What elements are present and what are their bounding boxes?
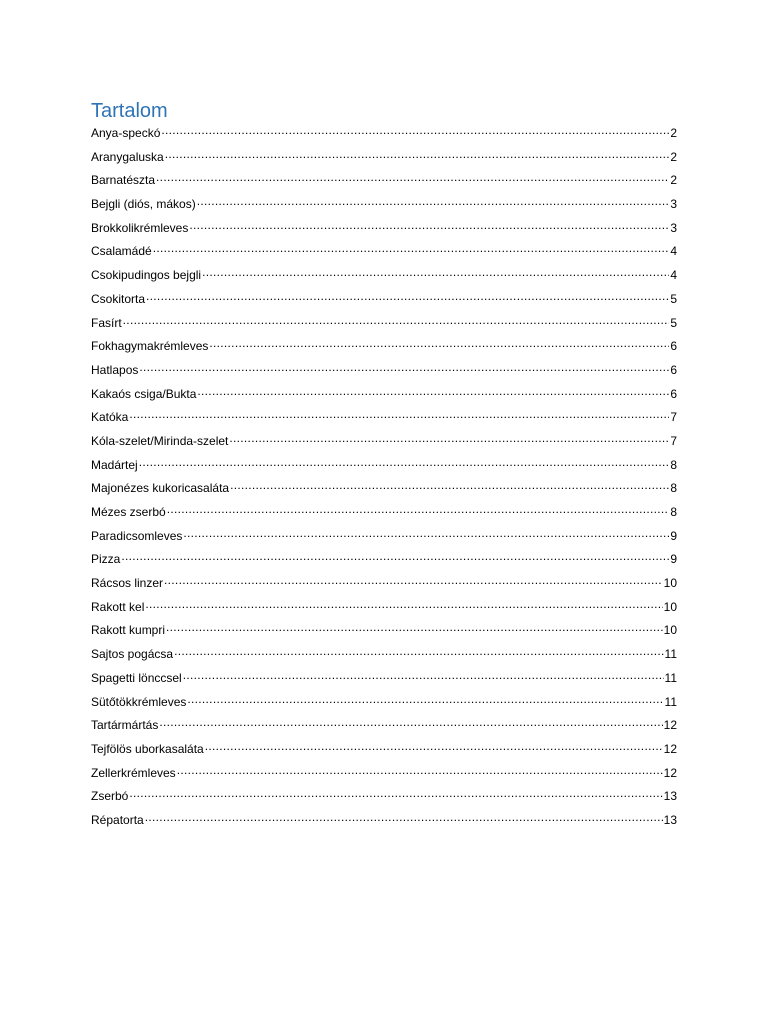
toc-entry[interactable] — [91, 288, 677, 312]
toc-entry[interactable] — [91, 264, 677, 288]
toc-entry-label: Csokitorta — [91, 291, 146, 306]
toc-dot-leader — [123, 313, 670, 327]
toc-entry-page-number: 10 — [663, 576, 677, 591]
toc-entry-page-number: 8 — [670, 457, 677, 472]
toc-entry[interactable] — [91, 477, 677, 501]
toc-dot-leader — [197, 194, 670, 208]
toc-entry-page-number: 2 — [670, 149, 677, 164]
toc-entry[interactable] — [91, 312, 677, 336]
toc-dot-leader — [139, 360, 669, 374]
toc-dot-leader — [164, 573, 663, 587]
toc-entry-page-number: 2 — [670, 126, 677, 140]
toc-dot-leader — [145, 810, 663, 824]
toc-entry-label: Bejgli (diós, mákos) — [91, 197, 196, 212]
toc-dot-leader — [174, 644, 663, 658]
toc-entry-label: Kakaós csiga/Bukta — [91, 386, 197, 401]
toc-entry-page-number: 2 — [670, 173, 677, 188]
toc-entry-label: Madártej — [91, 457, 138, 472]
toc-dot-leader — [156, 170, 669, 184]
toc-entry-page-number: 8 — [670, 481, 677, 496]
toc-dot-leader — [167, 502, 670, 516]
toc-entry[interactable] — [91, 359, 677, 383]
toc-entry[interactable] — [91, 738, 677, 762]
toc-entry-label: Anya-speckó — [91, 126, 161, 140]
toc-dot-leader — [153, 241, 670, 255]
toc-entry-page-number: 6 — [670, 339, 677, 354]
toc-entry-label: Hatlapos — [91, 362, 139, 377]
toc-list — [91, 122, 677, 833]
toc-entry-label: Tartármártás — [91, 718, 159, 733]
toc-dot-leader — [159, 715, 662, 729]
toc-dot-leader — [129, 407, 669, 421]
toc-entry[interactable] — [91, 501, 677, 525]
toc-dot-leader — [183, 668, 664, 682]
toc-entry-page-number: 3 — [670, 220, 677, 235]
toc-entry-page-number: 12 — [663, 765, 677, 780]
toc-entry-label: Brokkolikrémleves — [91, 220, 189, 235]
toc-entry-label: Pizza — [91, 552, 121, 567]
toc-entry-page-number: 6 — [670, 386, 677, 401]
toc-entry[interactable] — [91, 335, 677, 359]
toc-dot-leader — [165, 147, 670, 161]
toc-entry[interactable] — [91, 454, 677, 478]
toc-entry-label: Sajtos pogácsa — [91, 647, 174, 662]
toc-dot-leader — [229, 431, 669, 445]
toc-dot-leader — [209, 336, 669, 350]
toc-entry-label: Katóka — [91, 410, 129, 425]
toc-entry-page-number: 3 — [670, 197, 677, 212]
toc-dot-leader — [166, 620, 663, 634]
toc-entry[interactable] — [91, 169, 677, 193]
toc-entry-label: Kóla-szelet/Mirinda-szelet — [91, 433, 229, 448]
toc-entry[interactable] — [91, 122, 677, 146]
toc-entry-page-number: 8 — [670, 505, 677, 519]
document-page — [91, 98, 677, 833]
toc-dot-leader — [230, 478, 669, 492]
toc-entry-label: Paradicsomleves — [91, 528, 183, 543]
toc-entry-page-number: 11 — [664, 670, 677, 685]
toc-dot-leader — [145, 597, 662, 611]
toc-entry[interactable] — [91, 383, 677, 407]
toc-dot-leader — [177, 763, 663, 777]
toc-entry-page-number: 7 — [670, 410, 677, 425]
toc-entry[interactable] — [91, 714, 677, 738]
toc-title: Tartalom — [91, 100, 168, 122]
toc-entry-label: Csalamádé — [91, 244, 152, 259]
toc-entry-label: Aranygaluska — [91, 149, 164, 164]
toc-entry[interactable] — [91, 691, 677, 715]
toc-entry-label: Barnatészta — [91, 173, 156, 188]
toc-entry-label: Rakott kel — [91, 599, 145, 614]
toc-dot-leader — [146, 289, 669, 303]
toc-entry-page-number: 4 — [670, 244, 677, 259]
toc-entry-page-number: 4 — [670, 268, 677, 283]
toc-entry[interactable] — [91, 596, 677, 620]
toc-dot-leader — [202, 265, 669, 279]
toc-entry-label: Tejfölös uborkasaláta — [91, 741, 204, 756]
toc-entry[interactable] — [91, 548, 677, 572]
toc-entry-page-number: 11 — [664, 647, 677, 662]
toc-entry-label: Csokipudingos bejgli — [91, 268, 202, 283]
toc-entry-page-number: 5 — [670, 291, 677, 306]
toc-entry[interactable] — [91, 785, 677, 809]
toc-entry-page-number: 6 — [670, 362, 677, 377]
toc-dot-leader — [129, 786, 662, 800]
toc-entry[interactable] — [91, 762, 677, 786]
toc-dot-leader — [189, 218, 669, 232]
toc-entry-label: Majonézes kukoricasaláta — [91, 481, 230, 496]
toc-entry-label: Fasírt — [91, 315, 122, 330]
toc-entry-page-number: 9 — [670, 528, 677, 543]
toc-entry-label: Sütőtökkrémleves — [91, 694, 187, 709]
toc-entry-label: Fokhagymakrémleves — [91, 339, 209, 354]
toc-entry-page-number: 11 — [664, 694, 677, 709]
toc-dot-leader — [183, 526, 669, 540]
toc-entry-page-number: 13 — [663, 789, 677, 804]
toc-entry[interactable] — [91, 406, 677, 430]
toc-entry-page-number: 9 — [670, 552, 677, 567]
toc-dot-leader — [197, 384, 669, 398]
toc-dot-leader — [205, 739, 663, 753]
toc-entry[interactable] — [91, 240, 677, 264]
toc-entry[interactable] — [91, 809, 677, 833]
toc-entry-label: Spagetti lönccsel — [91, 670, 182, 685]
toc-entry[interactable] — [91, 572, 677, 596]
toc-entry[interactable] — [91, 667, 677, 691]
toc-entry-page-number: 12 — [663, 718, 677, 733]
toc-entry[interactable] — [91, 643, 677, 667]
toc-entry-page-number: 10 — [663, 623, 677, 638]
toc-entry-label: Mézes zserbó — [91, 505, 166, 519]
toc-entry-label: Zserbó — [91, 789, 129, 804]
toc-entry-page-number: 12 — [663, 741, 677, 756]
toc-entry[interactable] — [91, 217, 677, 241]
toc-entry-page-number: 10 — [663, 599, 677, 614]
toc-entry[interactable] — [91, 193, 677, 217]
toc-dot-leader — [187, 692, 663, 706]
toc-dot-leader — [121, 549, 669, 563]
toc-dot-leader — [139, 455, 670, 469]
toc-entry[interactable] — [91, 525, 677, 549]
toc-entry-label: Rácsos linzer — [91, 576, 164, 591]
toc-entry[interactable] — [91, 619, 677, 643]
toc-entry-label: Zellerkrémleves — [91, 765, 176, 780]
toc-entry[interactable] — [91, 146, 677, 170]
toc-entry-page-number: 7 — [670, 433, 677, 448]
toc-entry[interactable] — [91, 430, 677, 454]
toc-entry-label: Répatorta — [91, 812, 144, 827]
toc-entry-label: Rakott kumpri — [91, 623, 166, 638]
toc-entry-page-number: 13 — [663, 812, 677, 827]
toc-entry-page-number: 5 — [670, 315, 677, 330]
toc-dot-leader — [161, 123, 669, 137]
